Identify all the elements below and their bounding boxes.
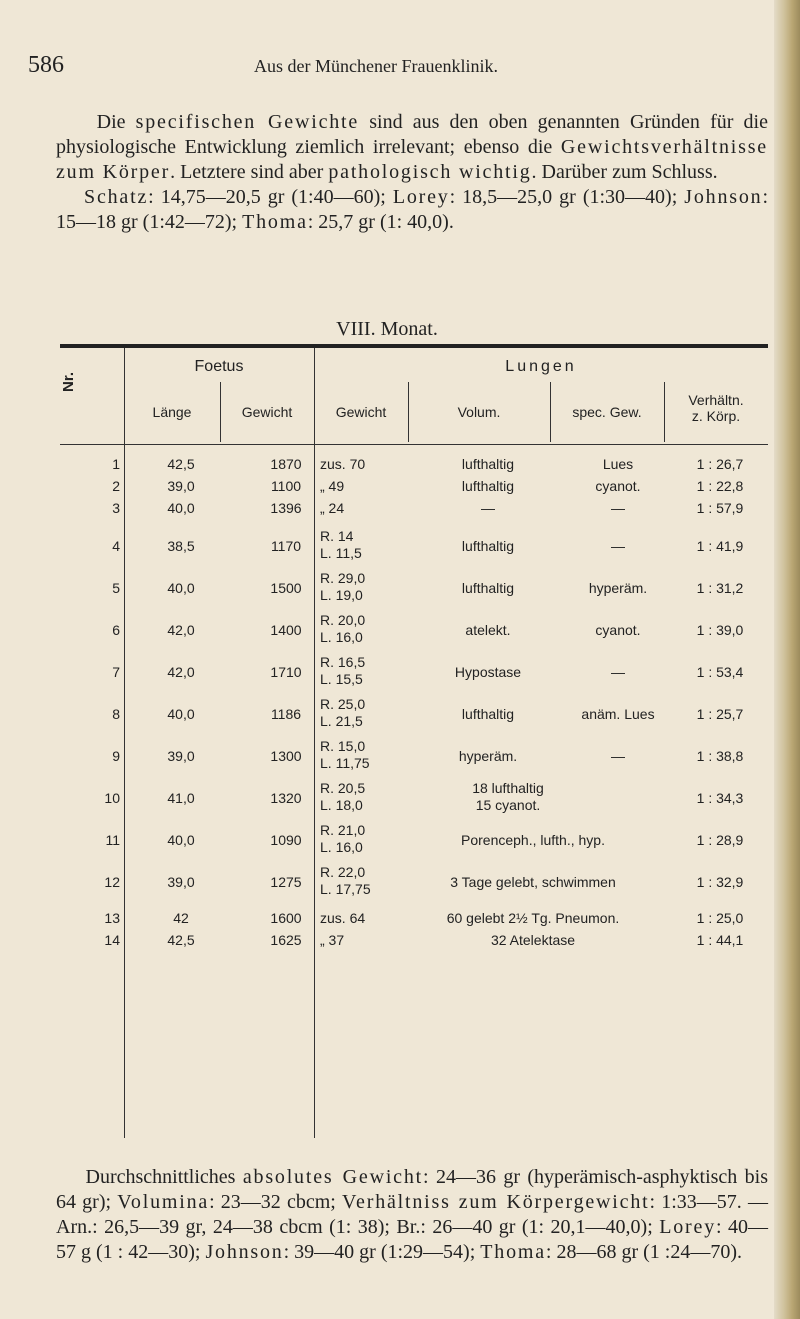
intro-part: Die xyxy=(96,111,136,133)
header-verhaeltnis xyxy=(664,392,768,424)
lung-right: R. 21,0 xyxy=(320,822,366,838)
cell-gewicht: 1100 xyxy=(270,478,302,494)
intro-paragraph xyxy=(56,110,768,235)
ref-value: : 18,5—25,0 gr (1:30—40); xyxy=(449,186,685,208)
cell-volum: 32 Atelektase xyxy=(490,932,576,948)
page-number: 586 xyxy=(28,52,64,78)
cell-laenge: 40,0 xyxy=(167,832,195,848)
cell-verhaeltnis: 1 : 53,4 xyxy=(696,664,744,680)
volum-line2: 15 cyanot. xyxy=(475,797,541,813)
cell-laenge: 42,0 xyxy=(167,622,195,638)
volum-line1: 18 lufthaltig xyxy=(472,780,544,796)
header-nr: Nr. xyxy=(60,372,77,393)
cell-spec-gew: anäm. Lues xyxy=(581,706,655,722)
section-title: VIII. Monat. xyxy=(336,318,438,340)
intro-emph: specifischen Gewichte xyxy=(135,111,360,133)
cell-laenge: 39,0 xyxy=(167,478,195,494)
table-row xyxy=(60,696,768,730)
cell-nr: 8 xyxy=(112,706,120,722)
lung-right: R. 20,0 xyxy=(320,612,366,628)
cell-verhaeltnis: 1 : 25,7 xyxy=(696,706,744,722)
summary-part: : 28—68 gr (1 :24—70). xyxy=(545,1241,743,1263)
summary-emph: absolutes Gewicht xyxy=(242,1166,424,1188)
cell-volum: atelekt. xyxy=(465,622,511,638)
cell-volum: lufthaltig xyxy=(461,478,515,494)
cell-laenge: 41,0 xyxy=(167,790,195,806)
cell-volum: 3 Tage gelebt, schwimmen xyxy=(450,874,616,890)
cell-gewicht: 1400 xyxy=(270,622,302,638)
intro-part: sind aus den oben genannten Gründen für die physiologische Entwicklung ziemlich irrelevant; ebenso die xyxy=(56,111,768,158)
header-foetus: Foetus xyxy=(194,358,244,375)
cell-verhaeltnis: 1 : 38,8 xyxy=(696,748,744,764)
cell-verhaeltnis: 1 : 32,9 xyxy=(696,874,744,890)
cell-gewicht: 1320 xyxy=(270,790,302,806)
cell-spec-gew: — xyxy=(611,664,625,680)
cell-nr: 9 xyxy=(112,748,120,764)
header-lungen-gewicht: Gewicht xyxy=(335,404,387,420)
lung-left: L. 18,0 xyxy=(320,797,363,813)
cell-volum: Hypostase xyxy=(454,664,522,680)
cell-gewicht: 1170 xyxy=(270,538,302,554)
cell-lungen-gewicht: zus. 64 xyxy=(320,910,366,926)
header-gewicht: Gewicht xyxy=(241,404,293,420)
ref-value: : 15—18 gr (1:42—72); xyxy=(56,186,768,233)
table-row xyxy=(60,822,768,856)
cell-spec-gew: cyanot. xyxy=(595,622,641,638)
cell-nr: 3 xyxy=(112,500,120,516)
lung-right: R. 16,5 xyxy=(320,654,366,670)
cell-laenge: 40,0 xyxy=(167,500,195,516)
cell-nr: 7 xyxy=(112,664,120,680)
cell-laenge: 39,0 xyxy=(167,748,195,764)
header-verhaeltnis-line1: Verhältn. xyxy=(688,392,744,408)
intro-part: . Letztere sind aber xyxy=(170,161,329,183)
cell-lungen-gewicht xyxy=(312,780,418,814)
table-top-rule xyxy=(60,344,768,348)
book-gutter-edge xyxy=(774,0,800,1319)
author-johnson: Johnson xyxy=(684,186,763,208)
lung-left: L. 19,0 xyxy=(320,587,363,603)
cell-verhaeltnis: 1 : 31,2 xyxy=(696,580,744,596)
lung-left: L. 16,0 xyxy=(320,839,363,855)
author-lorey: Lorey xyxy=(392,186,450,208)
lung-right: R. 29,0 xyxy=(320,570,366,586)
summary-part: : 24—36 gr (hyperämisch-asphyktisch bis 64 gr); xyxy=(56,1166,769,1213)
author-thoma: Thoma xyxy=(480,1241,546,1263)
lung-left: L. 11,75 xyxy=(320,755,370,771)
lung-left: L. 16,0 xyxy=(320,629,363,645)
table-row xyxy=(60,654,768,688)
cell-nr: 5 xyxy=(112,580,120,596)
cell-nr: 13 xyxy=(104,910,120,926)
ref-value: : 14,75—20,5 gr (1:40—60); xyxy=(148,186,393,208)
cell-gewicht: 1186 xyxy=(270,706,302,722)
cell-lungen-gewicht xyxy=(312,612,418,646)
intro-text xyxy=(56,110,768,185)
cell-lungen-gewicht xyxy=(312,570,418,604)
cell-gewicht: 1300 xyxy=(270,748,302,764)
summary-part: Durchschnittliches xyxy=(85,1166,243,1188)
cell-spec-gew: Lues xyxy=(602,456,634,472)
cell-verhaeltnis: 1 : 22,8 xyxy=(696,478,744,494)
cell-volum: lufthaltig xyxy=(461,706,515,722)
page-header xyxy=(28,48,768,84)
lung-left: L. 17,75 xyxy=(320,881,371,897)
cell-spec-gew: hyperäm. xyxy=(588,580,648,596)
table-row xyxy=(60,780,768,814)
cell-laenge: 40,0 xyxy=(167,706,195,722)
intro-references xyxy=(56,185,768,235)
cell-nr: 10 xyxy=(104,790,120,806)
lung-left: L. 21,5 xyxy=(320,713,363,729)
cell-lungen-gewicht: „ 37 xyxy=(320,932,345,948)
summary-part: : 40—57 g (1 : 42—30); xyxy=(56,1216,769,1263)
cell-nr: 6 xyxy=(112,622,120,638)
table-header-rule xyxy=(60,444,768,445)
cell-verhaeltnis: 1 : 44,1 xyxy=(696,932,744,948)
lung-right: R. 25,0 xyxy=(320,696,366,712)
running-title: Aus der Münchener Frauenklinik. xyxy=(254,56,498,76)
intro-emph: Gewichtsverhältnisse zum Körper xyxy=(56,136,768,183)
cell-lungen-gewicht xyxy=(312,654,418,688)
table-row xyxy=(60,864,768,898)
cell-lungen-gewicht xyxy=(312,738,418,772)
table-row xyxy=(60,528,768,562)
cell-gewicht: 1275 xyxy=(270,874,302,890)
lung-left: L. 15,5 xyxy=(320,671,363,687)
cell-verhaeltnis: 1 : 25,0 xyxy=(696,910,744,926)
summary-part: : 39—40 gr (1:29—54); xyxy=(283,1241,481,1263)
cell-nr: 14 xyxy=(104,932,120,948)
cell-volum: hyperäm. xyxy=(458,748,518,764)
cell-gewicht: 1625 xyxy=(270,932,302,948)
intro-emph: pathologisch wichtig xyxy=(328,161,532,183)
cell-nr: 2 xyxy=(112,478,120,494)
cell-nr: 12 xyxy=(104,874,120,890)
cell-verhaeltnis: 1 : 28,9 xyxy=(696,832,744,848)
table-row xyxy=(60,570,768,604)
lung-right: R. 22,0 xyxy=(320,864,366,880)
cell-laenge: 40,0 xyxy=(167,580,195,596)
cell-volum: lufthaltig xyxy=(461,538,515,554)
ref-value: : 25,7 gr (1: 40,0). xyxy=(307,211,454,233)
table-row xyxy=(60,932,768,966)
cell-laenge: 42 xyxy=(173,910,189,926)
table-row xyxy=(60,738,768,772)
cell-lungen-gewicht xyxy=(312,528,418,562)
cell-gewicht: 1396 xyxy=(270,500,302,516)
table-row xyxy=(60,612,768,646)
cell-spec-gew: — xyxy=(611,538,625,554)
cell-laenge: 39,0 xyxy=(167,874,195,890)
cell-volum: 60 gelebt 2½ Tg. Pneumon. xyxy=(446,910,620,926)
summary-part: : 1:33—57. — Arn.: 26,5—39 gr, 24—38 cbcm (1: 38); Br.: 26—40 gr (1: 20,1—40,0); xyxy=(56,1191,768,1238)
author-lorey: Lorey xyxy=(659,1216,716,1238)
summary-text xyxy=(56,1165,768,1265)
lung-right: R. 14 xyxy=(320,528,354,544)
cell-gewicht: 1710 xyxy=(270,664,302,680)
cell-spec-gew: — xyxy=(611,748,625,764)
cell-lungen-gewicht xyxy=(312,864,418,898)
cell-gewicht: 1870 xyxy=(270,456,302,472)
cell-lungen-gewicht: zus. 70 xyxy=(320,456,366,472)
cell-spec-gew: cyanot. xyxy=(595,478,641,494)
cell-verhaeltnis: 1 : 34,3 xyxy=(696,790,744,806)
author-thoma: Thoma xyxy=(242,211,308,233)
cell-volum: Porenceph., lufth., hyp. xyxy=(461,832,605,848)
header-verhaeltnis-line2: z. Körp. xyxy=(691,408,741,424)
cell-volum: lufthaltig xyxy=(461,456,515,472)
lung-left: L. 11,5 xyxy=(320,545,362,561)
cell-laenge: 42,5 xyxy=(167,456,195,472)
cell-verhaeltnis: 1 : 39,0 xyxy=(696,622,744,638)
author-schatz: Schatz xyxy=(84,186,149,208)
cell-lungen-gewicht: „ 49 xyxy=(320,478,345,494)
cell-nr: 4 xyxy=(112,538,120,554)
cell-spec-gew: — xyxy=(611,500,625,516)
cell-laenge: 42,0 xyxy=(167,664,195,680)
cell-volum xyxy=(408,780,608,814)
cell-volum: — xyxy=(481,500,495,516)
summary-emph: Volumina xyxy=(117,1191,210,1213)
cell-laenge: 42,5 xyxy=(167,932,195,948)
cell-laenge: 38,5 xyxy=(167,538,195,554)
summary-paragraph xyxy=(56,1165,768,1265)
author-johnson: Johnson xyxy=(205,1241,284,1263)
intro-part: . Darüber zum Schluss. xyxy=(531,161,718,183)
cell-verhaeltnis: 1 : 57,9 xyxy=(696,500,744,516)
lung-right: R. 15,0 xyxy=(320,738,366,754)
cell-lungen-gewicht xyxy=(312,822,418,856)
header-volum: Volum. xyxy=(457,404,501,420)
header-laenge: Länge xyxy=(152,404,192,420)
cell-volum: lufthaltig xyxy=(461,580,515,596)
cell-gewicht: 1600 xyxy=(270,910,302,926)
cell-gewicht: 1090 xyxy=(270,832,302,848)
cell-verhaeltnis: 1 : 41,9 xyxy=(696,538,744,554)
cell-nr: 11 xyxy=(105,832,120,848)
header-spec-gew: spec. Gew. xyxy=(572,404,642,420)
cell-lungen-gewicht xyxy=(312,696,418,730)
summary-part: : 23—32 cbcm; xyxy=(209,1191,343,1213)
header-lungen: Lungen xyxy=(505,358,577,375)
summary-emph: Verhältniss zum Körpergewicht xyxy=(342,1191,650,1213)
cell-nr: 1 xyxy=(112,456,120,472)
cell-verhaeltnis: 1 : 26,7 xyxy=(696,456,744,472)
cell-gewicht: 1500 xyxy=(270,580,302,596)
cell-lungen-gewicht: „ 24 xyxy=(320,500,345,516)
lung-right: R. 20,5 xyxy=(320,780,366,796)
